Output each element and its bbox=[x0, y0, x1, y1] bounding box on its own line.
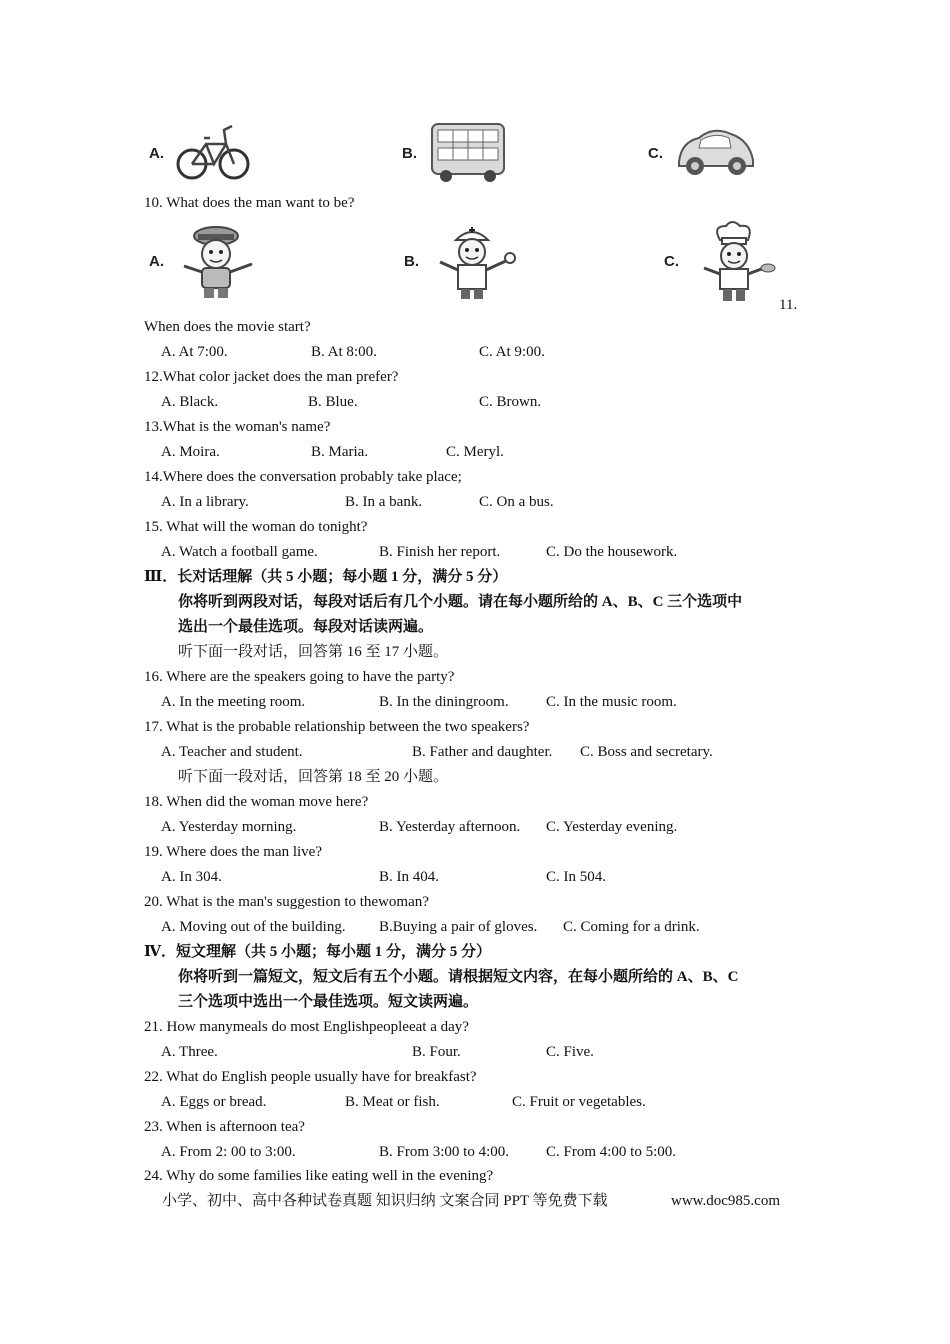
q15-option-c: C. Do the housework. bbox=[546, 544, 678, 560]
question-18: 18. When did the woman move here? bbox=[144, 794, 369, 810]
q22-option-a: A. Eggs or bread. bbox=[161, 1094, 267, 1110]
q15-option-b: B. Finish her report. bbox=[379, 544, 501, 560]
double-decker-bus-icon bbox=[428, 120, 508, 184]
question-17: 17. What is the probable relationship between the two speakers? bbox=[144, 719, 530, 735]
q14-option-a: A. In a library. bbox=[161, 494, 249, 510]
option-letter-a: A. bbox=[149, 253, 164, 270]
option-letter-b: B. bbox=[404, 253, 419, 270]
q14-option-b: B. In a bank. bbox=[345, 494, 423, 510]
section-4-title: Ⅳ．短文理解（共 5 小题；每小题 1 分，满分 5 分） bbox=[144, 944, 492, 960]
q16-option-a: A. In the meeting room. bbox=[161, 694, 306, 710]
q19-option-b: B. In 404. bbox=[379, 869, 439, 885]
q23-option-b: B. From 3:00 to 4:00. bbox=[379, 1144, 510, 1160]
q18-option-a: A. Yesterday morning. bbox=[161, 819, 297, 835]
option-letter-c: C. bbox=[664, 253, 679, 270]
q21-option-c: C. Five. bbox=[546, 1044, 594, 1060]
question-19: 19. Where does the man live? bbox=[144, 844, 322, 860]
option-letter-c: C. bbox=[648, 145, 663, 162]
question-16: 16. Where are the speakers going to have the party? bbox=[144, 669, 455, 685]
doctor-icon bbox=[428, 222, 520, 300]
q21-option-a: A. Three. bbox=[161, 1044, 218, 1060]
option-letter-a: A. bbox=[149, 145, 164, 162]
q20-option-a: A. Moving out of the building. bbox=[161, 919, 346, 935]
q19-option-c: C. In 504. bbox=[546, 869, 606, 885]
section-3-instruction-line-2: 选出一个最佳选项。每段对话读两遍。 bbox=[178, 619, 434, 635]
q16-option-b: B. In the diningroom. bbox=[379, 694, 509, 710]
footer-text: 小学、初中、高中各种试卷真题 知识归纳 文案合同 PPT 等免费下载 bbox=[162, 1193, 608, 1209]
question-24: 24. Why do some families like eating well in the evening? bbox=[144, 1168, 494, 1184]
question-21: 21. How manymeals do most Englishpeopleeat a day? bbox=[144, 1019, 469, 1035]
question-11-number: 11. bbox=[779, 297, 798, 313]
q22-option-c: C. Fruit or vegetables. bbox=[512, 1094, 646, 1110]
car-icon bbox=[673, 122, 759, 182]
option-letter-b: B. bbox=[402, 145, 417, 162]
q23-option-a: A. From 2: 00 to 3:00. bbox=[161, 1144, 296, 1160]
q11-option-b: B. At 8:00. bbox=[311, 344, 377, 360]
q13-option-c: C. Meryl. bbox=[446, 444, 504, 460]
question-11: When does the movie start? bbox=[144, 319, 311, 335]
q18-option-b: B. Yesterday afternoon. bbox=[379, 819, 521, 835]
section-4-instruction-line-1: 你将听到一篇短文，短文后有五个小题。请根据短文内容，在每小题所给的 A、B、C bbox=[178, 969, 739, 985]
question-20: 20. What is the man's suggestion to thewoman? bbox=[144, 894, 429, 910]
q17-option-b: B. Father and daughter. bbox=[412, 744, 553, 760]
question-12: 12.What color jacket does the man prefer? bbox=[144, 369, 399, 385]
q17-option-c: C. Boss and secretary. bbox=[580, 744, 713, 760]
question-14: 14.Where does the conversation probably take place; bbox=[144, 469, 462, 485]
footer-url: www.doc985.com bbox=[671, 1193, 781, 1209]
q20-option-c: C. Coming for a drink. bbox=[563, 919, 700, 935]
police-officer-icon bbox=[176, 222, 260, 300]
q16-option-c: C. In the music room. bbox=[546, 694, 677, 710]
section-4-instruction-line-2: 三个选项中选出一个最佳选项。短文读两遍。 bbox=[178, 994, 479, 1010]
section-3-instruction-line-1: 你将听到两段对话，每段对话后有几个小题。请在每小题所给的 A、B、C 三个选项中 bbox=[178, 594, 743, 610]
question-23: 23. When is afternoon tea? bbox=[144, 1119, 305, 1135]
q20-option-b: B.Buying a pair of gloves. bbox=[379, 919, 538, 935]
bicycle-icon bbox=[176, 118, 252, 186]
chef-icon bbox=[692, 220, 776, 304]
section-3-note-1: 听下面一段对话，回答第 16 至 17 小题。 bbox=[178, 644, 449, 660]
q19-option-a: A. In 304. bbox=[161, 869, 222, 885]
section-3-title: Ⅲ．长对话理解（共 5 小题；每小题 1 分，满分 5 分） bbox=[144, 569, 508, 585]
question-15: 15. What will the woman do tonight? bbox=[144, 519, 368, 535]
question-13: 13.What is the woman's name? bbox=[144, 419, 331, 435]
q12-option-b: B. Blue. bbox=[308, 394, 358, 410]
section-3-note-2: 听下面一段对话，回答第 18 至 20 小题。 bbox=[178, 769, 449, 785]
q21-option-b: B. Four. bbox=[412, 1044, 461, 1060]
q17-option-a: A. Teacher and student. bbox=[161, 744, 303, 760]
q13-option-b: B. Maria. bbox=[311, 444, 369, 460]
question-10: 10. What does the man want to be? bbox=[144, 195, 355, 211]
q11-option-c: C. At 9:00. bbox=[479, 344, 545, 360]
q23-option-c: C. From 4:00 to 5:00. bbox=[546, 1144, 677, 1160]
q22-option-b: B. Meat or fish. bbox=[345, 1094, 440, 1110]
q12-option-c: C. Brown. bbox=[479, 394, 542, 410]
q18-option-c: C. Yesterday evening. bbox=[546, 819, 678, 835]
q15-option-a: A. Watch a football game. bbox=[161, 544, 318, 560]
q14-option-c: C. On a bus. bbox=[479, 494, 554, 510]
q12-option-a: A. Black. bbox=[161, 394, 219, 410]
q11-option-a: A. At 7:00. bbox=[161, 344, 228, 360]
question-22: 22. What do English people usually have for breakfast? bbox=[144, 1069, 477, 1085]
q13-option-a: A. Moira. bbox=[161, 444, 220, 460]
